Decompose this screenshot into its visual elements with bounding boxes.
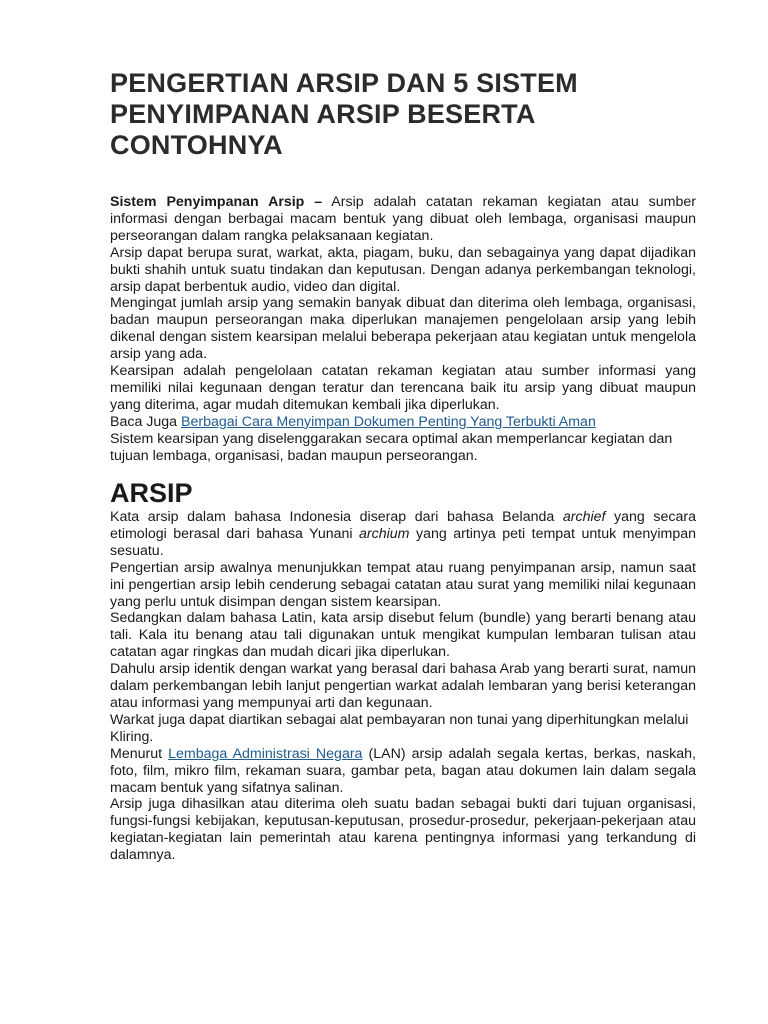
read-also-link[interactable]: Berbagai Cara Menyimpan Dokumen Penting Yang Terbukti Aman [181, 413, 596, 430]
section-heading-arsip: ARSIP [110, 478, 193, 508]
intro-paragraph-5: Sistem kearsipan yang diselenggarakan secara optimal akan memperlancar kegiatan dan tujuan lembaga, organisasi, badan maupun perseorangan. [110, 430, 673, 464]
intro-paragraph-1: Sistem Penyimpanan Arsip – Arsip adalah catatan rekaman kegiatan atau sumber informasi dengan berbagai macam bentuk yang dibuat oleh lembaga, organisasi maupun perseorangan dalam rangka pelaksanaan kegiatan. [110, 194, 696, 244]
arsip-paragraph-2: Pengertian arsip awalnya menunjukkan tempat atau ruang penyimpanan arsip, namun saat ini pengertian arsip lebih cenderung sebagai catatan atau surat yang memiliki nilai kegunaan yang perlu untuk disimpan dengan sistem kearsipan. [110, 559, 696, 610]
intro-paragraph-2: Arsip dapat berupa surat, warkat, akta, piagam, buku, dan sebagainya yang dapat dijadikan bukti shahih untuk suatu tindakan dan keputusan. Dengan adanya perkembangan teknologi, arsip dapat berbentuk audio, video dan digital. [110, 244, 696, 295]
lead-bold: Sistem Penyimpanan Arsip – [110, 194, 323, 210]
arsip-paragraph-7: Arsip juga dihasilkan atau diterima oleh suatu badan sebagai bukti dari tujuan organisasi, fungsi-fungsi kebijakan, keputusan-keputusan, prosedur-prosedur, pekerjaan-pekerjaan atau kegiatan-kegiatan lain pemerintah atau karena pentingnya informasi yang terkandung di dalamnya. [110, 796, 696, 864]
intro-section [110, 194, 696, 465]
arsip-paragraph-3: Sedangkan dalam bahasa Latin, kata arsip disebut felum (bundle) yang berarti benang atau tali. Kala itu benang atau tali digunakan untuk mengikat kumpulan lembaran tulisan atau catatan agar ringkas dan mudah dicari jika diperlukan. [110, 610, 696, 661]
arsip-section [110, 509, 696, 864]
arsip-paragraph-4: Dahulu arsip identik dengan warkat yang berasal dari bahasa Arab yang berarti surat, namun dalam perkembangan lebih lanjut pengertian warkat adalah lembaran yang berisi keterangan atau informasi yang mempunyai arti dan kegunaan. [110, 661, 696, 711]
arsip-paragraph-1: Kata arsip dalam bahasa Indonesia diserap dari bahasa Belanda archief yang secara etimologi berasal dari bahasa Yunani archium yang artinya peti tempat untuk menyimpan sesuatu. [110, 509, 697, 559]
arsip-paragraph-6: Menurut Lembaga Administrasi Negara (LAN) arsip adalah segala kertas, berkas, naskah, foto, film, mikro film, rekaman suara, gambar peta, bagan atau dokumen lain dalam segala macam bentuk yang sifatnya salinan. [110, 745, 696, 796]
lan-link[interactable]: Lembaga Administrasi Negara [168, 745, 363, 762]
page-title: PENGERTIAN ARSIP DAN 5 SISTEM PENYIMPANAN ARSIP BESERTA CONTOHNYA [110, 68, 578, 160]
intro-paragraph-4: Kearsipan adalah pengelolaan catatan rekaman kegiatan atau sumber informasi yang memiliki nilai kegunaan dengan teratur dan terencana baik itu arsip yang dibuat maupun yang diterima, agar mudah ditemukan kembali jika diperlukan. [110, 363, 696, 413]
intro-paragraph-3: Mengingat jumlah arsip yang semakin banyak dibuat dan diterima oleh lembaga, organisasi, badan maupun perseorangan maka diperlukan manajemen pengelolaan arsip yang lebih dikenal dengan sistem kearsipan melalui beberapa pekerjaan atau kegiatan untuk mengelola arsip yang ada. [110, 295, 696, 363]
read-also: Baca Juga Berbagai Cara Menyimpan Dokumen Penting Yang Terbukti Aman [110, 413, 596, 430]
arsip-paragraph-5: Warkat juga dapat diartikan sebagai alat pembayaran non tunai yang diperhitungkan melalui Kliring. [110, 711, 689, 745]
